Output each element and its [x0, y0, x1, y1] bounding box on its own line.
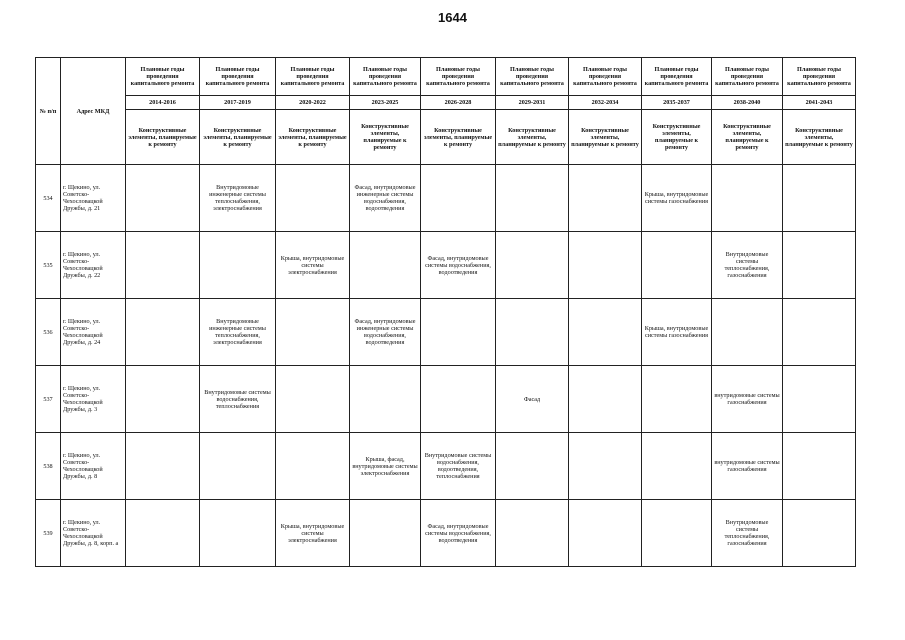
work-cell: Внутридомовые системы теплоснабжения, газоснабжения	[712, 500, 783, 567]
column-header-years: 2035-2037	[642, 96, 712, 110]
work-cell: внутридомовые системы газоснабжения	[712, 366, 783, 433]
column-header-planned: Плановые годы проведения капитального ремонта	[421, 58, 496, 96]
work-cell	[421, 165, 496, 232]
work-cell	[126, 500, 200, 567]
row-number: 537	[36, 366, 61, 433]
row-address: г. Щекино, ул. Советско-Чехословацкой Дружбы, д. 8, корп. а	[61, 500, 126, 567]
table-row	[36, 299, 856, 366]
column-header-elements: Конструктивные элементы, планируемые к ремонту	[783, 110, 856, 165]
work-cell: Внутридомовые системы водоснабжения, водоотведения, теплоснабжения	[421, 433, 496, 500]
work-cell	[126, 165, 200, 232]
capital-repair-table	[35, 57, 856, 567]
column-header-elements: Конструктивные элементы, планируемые к ремонту	[712, 110, 783, 165]
column-header-elements: Конструктивные элементы, планируемые к ремонту	[350, 110, 421, 165]
column-header-years: 2014-2016	[126, 96, 200, 110]
work-cell	[421, 299, 496, 366]
column-header-years: 2020-2022	[276, 96, 350, 110]
work-cell	[783, 299, 856, 366]
work-cell: Крыша, внутридомовые системы газоснабжения	[642, 165, 712, 232]
work-cell	[642, 433, 712, 500]
header-row-planned	[36, 58, 856, 96]
work-cell	[350, 232, 421, 299]
work-cell	[569, 299, 642, 366]
column-header-elements: Конструктивные элементы, планируемые к ремонту	[421, 110, 496, 165]
column-header-elements: Конструктивные элементы, планируемые к ремонту	[200, 110, 276, 165]
work-cell	[126, 232, 200, 299]
column-header-planned: Плановые годы проведения капитального ремонта	[496, 58, 569, 96]
work-cell	[642, 500, 712, 567]
work-cell: Крыша, фасад, внутридомовые системы электроснабжения	[350, 433, 421, 500]
column-header-planned: Плановые годы проведения капитального ремонта	[276, 58, 350, 96]
work-cell	[496, 500, 569, 567]
column-header-years: 2023-2025	[350, 96, 421, 110]
work-cell	[783, 232, 856, 299]
work-cell	[350, 366, 421, 433]
row-number: 539	[36, 500, 61, 567]
column-header-planned: Плановые годы проведения капитального ремонта	[569, 58, 642, 96]
table-body	[36, 58, 856, 567]
work-cell	[276, 366, 350, 433]
row-address: г. Щекино, ул. Советско-Чехословацкой Дружбы, д. 22	[61, 232, 126, 299]
work-cell	[712, 165, 783, 232]
work-cell: Фасад	[496, 366, 569, 433]
column-header-planned: Плановые годы проведения капитального ремонта	[712, 58, 783, 96]
work-cell	[276, 433, 350, 500]
column-header-elements: Конструктивные элементы, планируемые к ремонту	[126, 110, 200, 165]
column-header-years: 2038-2040	[712, 96, 783, 110]
work-cell: Фасад, внутридомовые инженерные системы водоснабжения, водоотведения	[350, 165, 421, 232]
work-cell: внутридомовые системы газоснабжения	[712, 433, 783, 500]
work-cell	[569, 165, 642, 232]
column-header-years: 2029-2031	[496, 96, 569, 110]
column-header-elements: Конструктивные элементы, планируемые к ремонту	[496, 110, 569, 165]
column-header-num: № п/п	[36, 58, 61, 165]
work-cell: Крыша, внутридомовые системы газоснабжения	[642, 299, 712, 366]
work-cell	[783, 366, 856, 433]
work-cell	[496, 165, 569, 232]
column-header-planned: Плановые годы проведения капитального ремонта	[783, 58, 856, 96]
table-row	[36, 165, 856, 232]
row-address: г. Щекино, ул. Советско-Чехословацкой Дружбы, д. 24	[61, 299, 126, 366]
column-header-elements: Конструктивные элементы, планируемые к ремонту	[642, 110, 712, 165]
work-cell	[350, 500, 421, 567]
work-cell	[276, 299, 350, 366]
work-cell: Крыша, внутридомовые системы электроснабжения	[276, 232, 350, 299]
work-cell	[569, 366, 642, 433]
table-row	[36, 232, 856, 299]
column-header-years: 2041-2043	[783, 96, 856, 110]
work-cell: Внутридомовые инженерные системы теплоснабжения, электроснабжения	[200, 165, 276, 232]
column-header-planned: Плановые годы проведения капитального ремонта	[200, 58, 276, 96]
work-cell	[642, 232, 712, 299]
work-cell	[421, 366, 496, 433]
row-number: 536	[36, 299, 61, 366]
work-cell	[569, 433, 642, 500]
work-cell: Фасад, внутридомовые системы водоснабжения, водоотведения	[421, 500, 496, 567]
column-header-years: 2017-2019	[200, 96, 276, 110]
row-address: г. Щекино, ул. Советско-Чехословацкой Дружбы, д. 21	[61, 165, 126, 232]
column-header-elements: Конструктивные элементы, планируемые к ремонту	[569, 110, 642, 165]
work-cell: Внутридомовые системы теплоснабжения, газоснабжения	[712, 232, 783, 299]
work-cell	[126, 299, 200, 366]
table-row	[36, 500, 856, 567]
work-cell	[496, 232, 569, 299]
header-row-years	[36, 96, 856, 110]
row-number: 534	[36, 165, 61, 232]
work-cell: Фасад, внутридомовые инженерные системы водоснабжения, водоотведения	[350, 299, 421, 366]
work-cell	[496, 299, 569, 366]
table-row	[36, 366, 856, 433]
column-header-planned: Плановые годы проведения капитального ремонта	[642, 58, 712, 96]
page-number: 1644	[438, 10, 467, 25]
column-header-elements: Конструктивные элементы, планируемые к ремонту	[276, 110, 350, 165]
work-cell	[642, 366, 712, 433]
column-header-address: Адрес МКД	[61, 58, 126, 165]
work-cell: Фасад, внутридомовые системы водоснабжения, водоотведения	[421, 232, 496, 299]
work-cell	[783, 500, 856, 567]
row-number: 538	[36, 433, 61, 500]
work-cell	[496, 433, 569, 500]
work-cell: Внутридомовые системы водоснабжения, теплоснабжения	[200, 366, 276, 433]
row-address: г. Щекино, ул. Советско-Чехословацкой Дружбы, д. 3	[61, 366, 126, 433]
work-cell	[200, 500, 276, 567]
header-row-elements	[36, 110, 856, 165]
work-cell	[783, 433, 856, 500]
row-address: г. Щекино, ул. Советско-Чехословацкой Дружбы, д. 8	[61, 433, 126, 500]
work-cell: Крыша, внутридомовые системы электроснабжения	[276, 500, 350, 567]
work-cell	[200, 433, 276, 500]
work-cell	[200, 232, 276, 299]
work-cell	[126, 433, 200, 500]
work-cell: Внутридомовые инженерные системы теплоснабжения, электроснабжения	[200, 299, 276, 366]
column-header-years: 2026-2028	[421, 96, 496, 110]
work-cell	[569, 500, 642, 567]
work-cell	[712, 299, 783, 366]
work-cell	[783, 165, 856, 232]
column-header-years: 2032-2034	[569, 96, 642, 110]
work-cell	[126, 366, 200, 433]
column-header-planned: Плановые годы проведения капитального ремонта	[350, 58, 421, 96]
work-cell	[276, 165, 350, 232]
row-number: 535	[36, 232, 61, 299]
table-row	[36, 433, 856, 500]
work-cell	[569, 232, 642, 299]
column-header-planned: Плановые годы проведения капитального ремонта	[126, 58, 200, 96]
